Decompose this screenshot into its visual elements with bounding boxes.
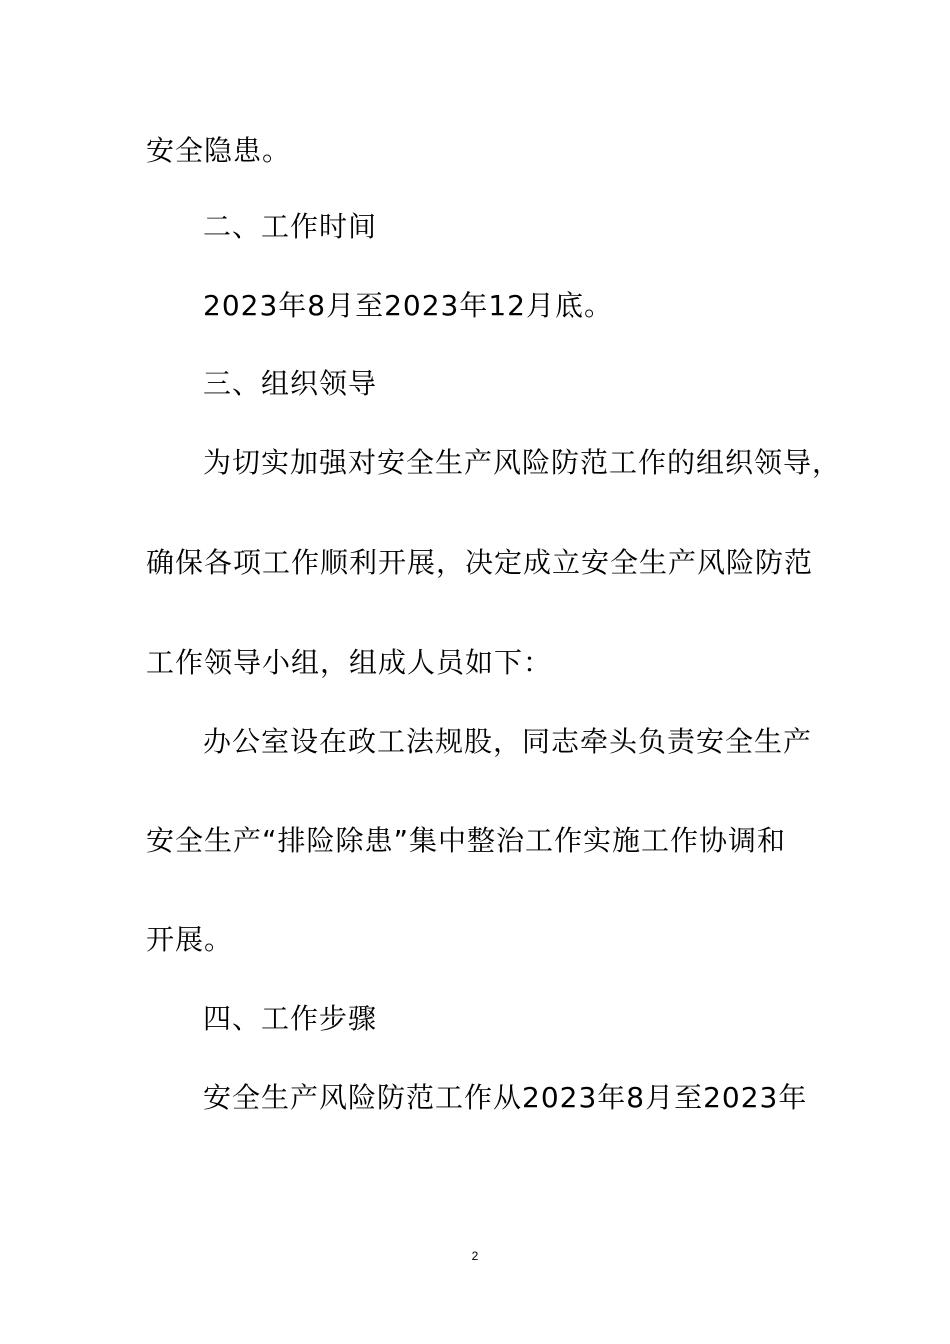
paragraph-line: 办公室设在政工法规股，同志牵头负责安全生产 <box>203 725 813 758</box>
page-number: 2 <box>471 1249 479 1263</box>
paragraph-line: 安全生产“排险除患”集中整治工作实施工作协调和 <box>146 824 787 857</box>
paragraph-line: 安全生产风险防范工作从2023年8月至2023年 <box>203 1081 808 1114</box>
paragraph-line: 工作领导小组，组成人员如下： <box>146 646 553 679</box>
paragraph-line: 开展。 <box>146 923 234 956</box>
section-heading: 三、组织领导 <box>203 367 378 400</box>
section-heading: 二、工作时间 <box>203 210 378 243</box>
paragraph-line: 为切实加强对安全生产风险防范工作的组织领导， <box>203 446 842 479</box>
paragraph-line: 确保各项工作顺利开展，决定成立安全生产风险防范 <box>146 546 814 579</box>
paragraph-line: 2023年8月至2023年12月底。 <box>203 289 613 322</box>
paragraph-line: 安全隐患。 <box>146 134 292 167</box>
section-heading: 四、工作步骤 <box>203 1002 378 1035</box>
